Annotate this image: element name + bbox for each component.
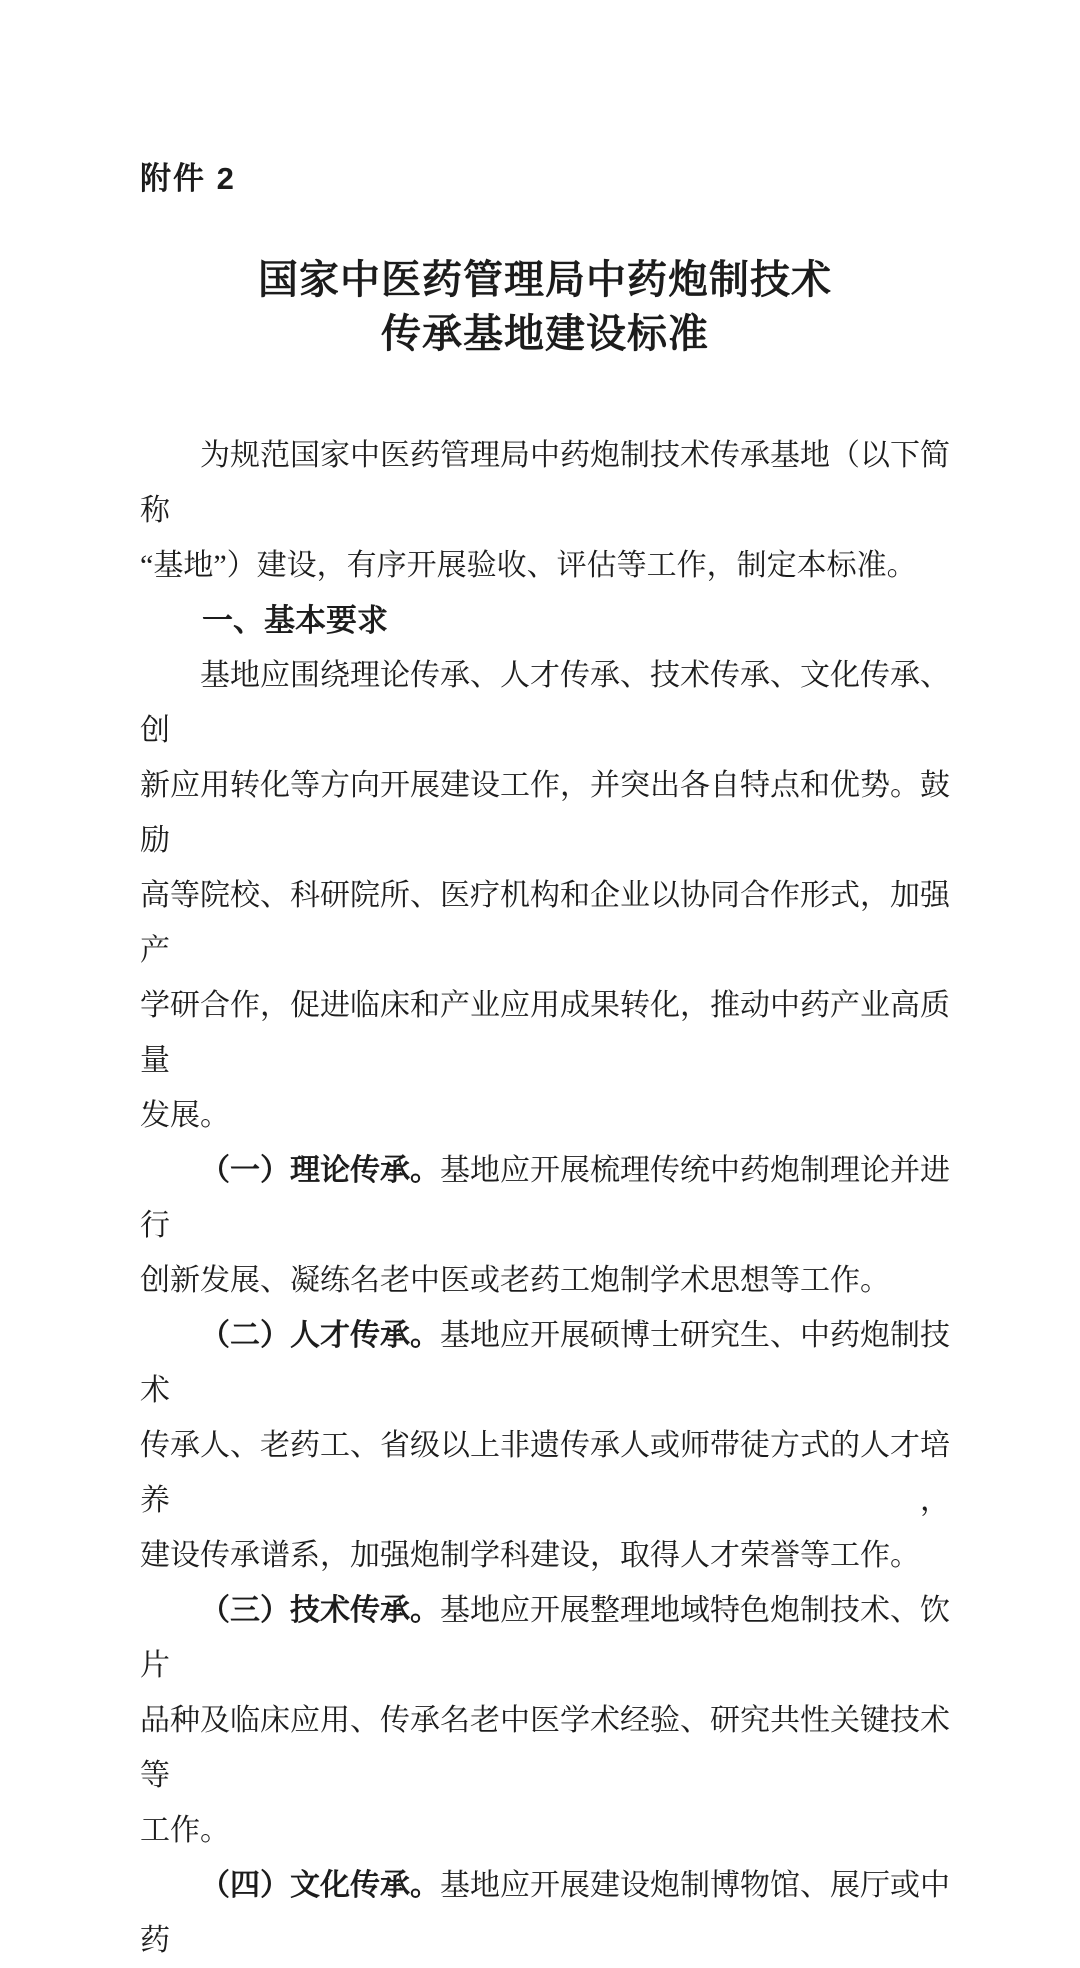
text-line bbox=[140, 1528, 950, 1583]
text-run: 发展。 bbox=[140, 1099, 230, 1132]
text-line bbox=[140, 1143, 950, 1253]
bold-run: （三）技术传承。 bbox=[200, 1594, 440, 1627]
text-run: 基地应开展硕博士研究生、中药炮制技术 bbox=[140, 1319, 950, 1407]
text-line bbox=[140, 648, 950, 758]
text-run: 高等院校、科研院所、医疗机构和企业以协同合作形式，加强产 bbox=[140, 879, 950, 967]
text-line bbox=[140, 1418, 950, 1528]
paragraph bbox=[140, 1583, 950, 1858]
text-run: “基地”）建设，有序开展验收、评估等工作，制定本标准。 bbox=[140, 549, 917, 582]
text-run: 新应用转化等方向开展建设工作，并突出各自特点和优势。鼓励 bbox=[140, 769, 950, 857]
text-run: 基地应开展整理地域特色炮制技术、饮片 bbox=[140, 1594, 950, 1682]
bold-run: （一）理论传承。 bbox=[200, 1154, 440, 1187]
bold-run: （二）人才传承。 bbox=[200, 1319, 440, 1352]
text-run: 品种及临床应用、传承名老中医学术经验、研究共性关键技术等 bbox=[140, 1704, 950, 1792]
paragraph bbox=[140, 648, 950, 1143]
paragraph bbox=[140, 1143, 950, 1308]
bold-run: （四）文化传承。 bbox=[200, 1869, 440, 1902]
attachment-label: 附件 2 bbox=[140, 161, 236, 196]
text-line bbox=[140, 1308, 950, 1418]
text-run: 基地应开展建设炮制博物馆、展厅或中药 bbox=[140, 1869, 950, 1957]
text-line bbox=[140, 1803, 950, 1858]
paragraph bbox=[140, 428, 950, 593]
text-run: 基地应围绕理论传承、人才传承、技术传承、文化传承、创 bbox=[140, 659, 950, 747]
text-run: 传承人、老药工、省级以上非遗传承人或师带徒方式的人才培养， bbox=[140, 1429, 950, 1517]
text-line bbox=[140, 593, 950, 648]
document-title bbox=[140, 253, 950, 361]
bold-run: 一、基本要求 bbox=[202, 603, 388, 638]
text-line bbox=[140, 428, 950, 538]
text-line bbox=[140, 1858, 950, 1968]
paragraphs bbox=[140, 428, 950, 1968]
paragraph bbox=[140, 1858, 950, 1968]
text-line bbox=[140, 868, 950, 978]
section-heading bbox=[140, 593, 950, 648]
text-run: 工作。 bbox=[140, 1814, 230, 1847]
document-title-line-2: 传承基地建设标准 bbox=[381, 311, 709, 356]
text-run: 创新发展、凝练名老中医或老药工炮制学术思想等工作。 bbox=[140, 1264, 890, 1297]
text-line bbox=[140, 758, 950, 868]
text-line bbox=[140, 1693, 950, 1803]
text-run: 基地应开展梳理传统中药炮制理论并进行 bbox=[140, 1154, 950, 1242]
text-line bbox=[140, 978, 950, 1088]
text-line bbox=[140, 1253, 950, 1308]
text-line bbox=[140, 538, 950, 593]
text-run: 为规范国家中医药管理局中药炮制技术传承基地（以下简称 bbox=[140, 439, 950, 527]
paragraph bbox=[140, 1308, 950, 1583]
text-run: 学研合作，促进临床和产业应用成果转化，推动中药产业高质量 bbox=[140, 989, 950, 1077]
text-line bbox=[140, 1583, 950, 1693]
document-title-line-1: 国家中医药管理局中药炮制技术 bbox=[258, 257, 832, 302]
text-line bbox=[140, 1088, 950, 1143]
text-run: 建设传承谱系，加强炮制学科建设，取得人才荣誉等工作。 bbox=[140, 1539, 920, 1572]
